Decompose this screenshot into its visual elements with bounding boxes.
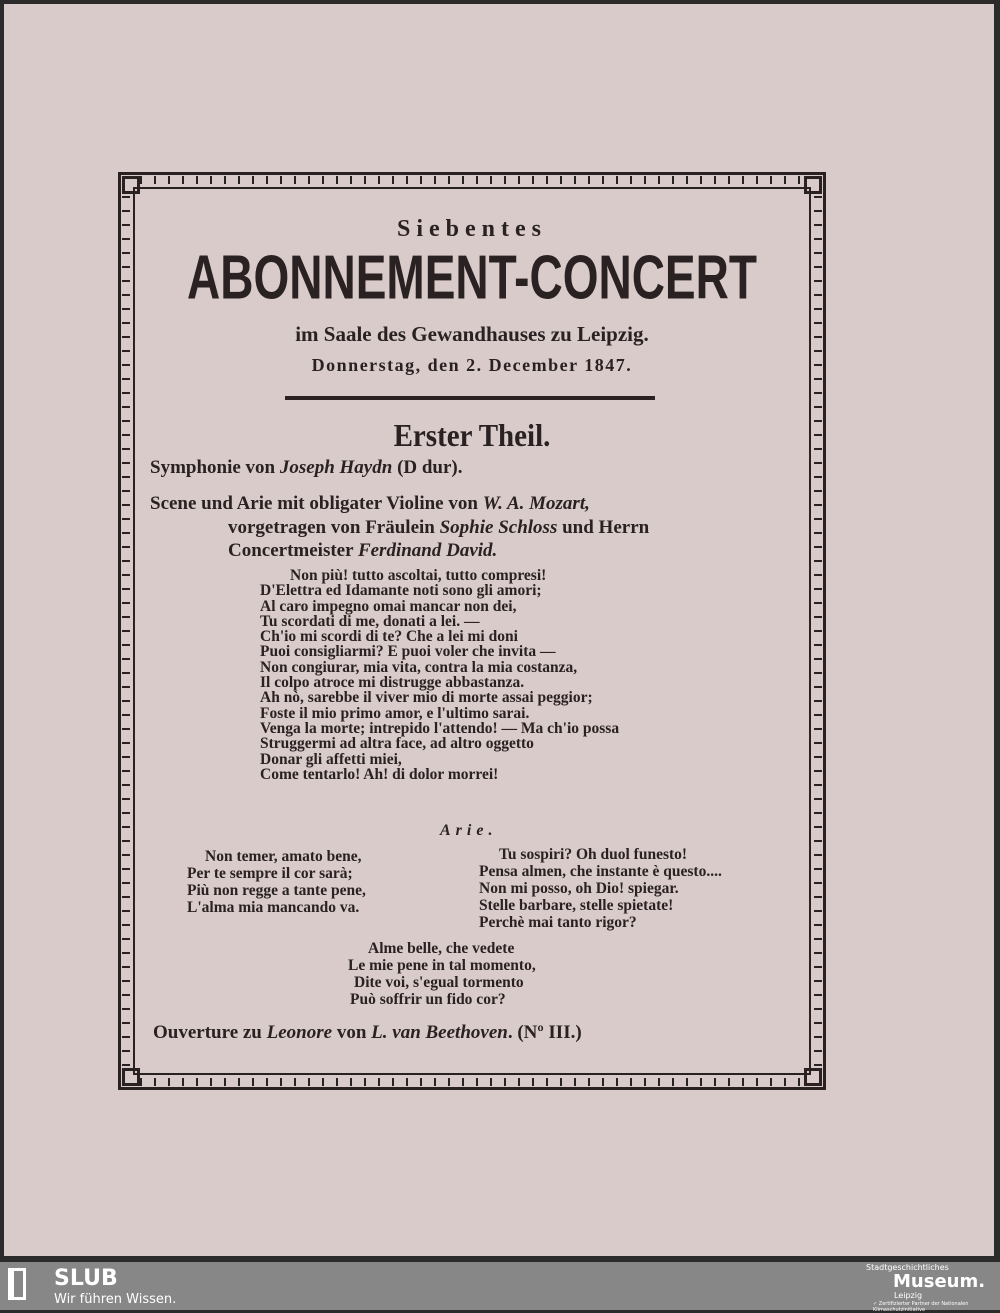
divider	[285, 396, 655, 400]
slub-tagline: Wir führen Wissen.	[54, 1292, 177, 1307]
footer-bar	[0, 1262, 1000, 1313]
book-icon	[8, 1268, 26, 1300]
aria-heading: Arie.	[440, 822, 498, 839]
program-item-scene-line2: vorgetragen von Fräulein Sophie Schloss und Herrn	[228, 517, 650, 538]
border-ornament	[140, 176, 804, 184]
slub-logo-text[interactable]: SLUB	[54, 1266, 118, 1291]
page-title: ABONNEMENT-CONCERT	[187, 241, 757, 313]
museum-note: ✓ Zertifizierter Partner der Nationalen Klimaschutzinitiative	[873, 1301, 969, 1313]
border-ornament	[140, 1078, 804, 1086]
program-item-scene-line3: Concertmeister Ferdinand David.	[228, 540, 498, 561]
recitative-text: Non più! tutto ascoltai, tutto compresi! D'Elettra ed Idamante noti sono gli amori; Al caro impegno omai mancar non dei, Tu scordati di me, donati a lei. — Ch'io mi scordi di te? Che a lei mi doni Puoi consigliarmi? E puoi voler che invita — Non congiurar, mia vita, contra la mia costanza, Il colpo atroce mi distrugge abbastanza. Ah nò, sarebbe il viver mio di morte assai peggior; Foste il mio primo amor, e l'ultimo sarai. Venga la morte; intrepido l'attendo! — Ma ch'io possa Struggermi ad altra face, ad altro oggetto Donar gli affetti miei, Come tentarlo! Ah! di dolor morrei!	[260, 567, 620, 783]
corner-ornament	[122, 176, 140, 194]
museum-pre: Stadtgeschichtliches	[866, 1263, 949, 1272]
program-item-scene-line1: Scene und Arie mit obligater Violine von W. A. Mozart,	[150, 493, 590, 514]
venue: im Saale des Gewandhauses zu Leipzig.	[295, 322, 649, 346]
aria-left-column: Non temer, amato bene, Per te sempre il cor sarà; Più non regge a tante pene, L'alma mia mancando va.	[187, 848, 366, 916]
part-heading: Erster Theil.	[393, 418, 551, 454]
aria-ending: Alme belle, che vedete Le mie pene in tal momento, Dite voi, s'egual tormento Può soffrir un fido cor?	[348, 940, 536, 1008]
museum-city: Leipzig	[894, 1291, 923, 1300]
corner-ornament	[804, 176, 822, 194]
program-item-symphony: Symphonie von Joseph Haydn (D dur).	[150, 457, 463, 478]
program-item-overture: Ouverture zu Leonore von L. van Beethoven. (Nº III.)	[153, 1022, 582, 1043]
corner-ornament	[122, 1068, 140, 1086]
concert-date: Donnerstag, den 2. December 1847.	[311, 355, 633, 375]
aria-right-column: Tu sospiri? Oh duol funesto! Pensa almen, che instante è questo.... Non mi posso, oh Dio! spiegar. Stelle barbare, stelle spietate! Perchè mai tanto rigor?	[479, 846, 722, 931]
corner-ornament	[804, 1068, 822, 1086]
ordinal: Siebentes	[397, 216, 547, 242]
museum-logo-text[interactable]: Museum.	[893, 1271, 986, 1292]
